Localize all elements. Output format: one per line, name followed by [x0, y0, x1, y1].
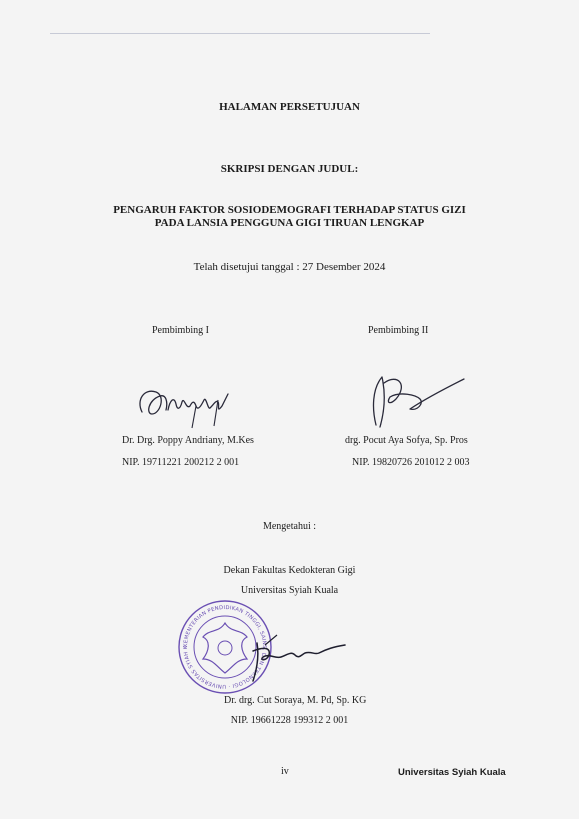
footer-university: Universitas Syiah Kuala	[398, 767, 506, 778]
page-title: HALAMAN PERSETUJUAN	[219, 101, 360, 113]
page-number: iv	[281, 766, 289, 777]
dean-signature	[235, 625, 355, 685]
supervisor-1-signature	[130, 370, 240, 435]
supervisor-1-role: Pembimbing I	[152, 325, 209, 336]
supervisor-2-role: Pembimbing II	[368, 325, 429, 336]
dean-nip: NIP. 19661228 199312 2 001	[230, 715, 349, 726]
supervisor-1-nip: NIP. 19711221 200212 2 001	[122, 457, 240, 468]
dean-title: Dekan Fakultas Kedokteran Gigi	[223, 565, 356, 576]
stamp-text: KEMENTERIAN PENDIDIKAN TINGGI, SAINS, DAN TEKNOLOGI · UNIVERSITAS SYIAH KUALA	[172, 593, 268, 690]
thesis-title-line-1: PENGARUH FAKTOR SOSIODEMOGRAFI TERHADAP STATUS GIZI	[113, 204, 466, 216]
supervisor-2-signature	[360, 365, 470, 435]
acknowledged-label: Mengetahui :	[262, 521, 317, 532]
approval-date: Telah disetujui tanggal : 27 Desember 2024	[193, 261, 386, 273]
dean-university: Universitas Syiah Kuala	[240, 585, 339, 596]
thesis-subtitle: SKRIPSI DENGAN JUDUL:	[220, 163, 359, 175]
dean-name: Dr. drg. Cut Soraya, M. Pd, Sp. KG	[224, 695, 367, 706]
supervisor-1-name: Dr. Drg. Poppy Andriany, M.Kes	[122, 435, 254, 446]
supervisor-2-name: drg. Pocut Aya Sofya, Sp. Pros	[345, 435, 468, 446]
scan-edge-line	[50, 33, 430, 34]
thesis-title-line-2: PADA LANSIA PENGGUNA GIGI TIRUAN LENGKAP	[154, 217, 425, 229]
supervisor-2-nip: NIP. 19820726 201012 2 003	[352, 457, 470, 468]
